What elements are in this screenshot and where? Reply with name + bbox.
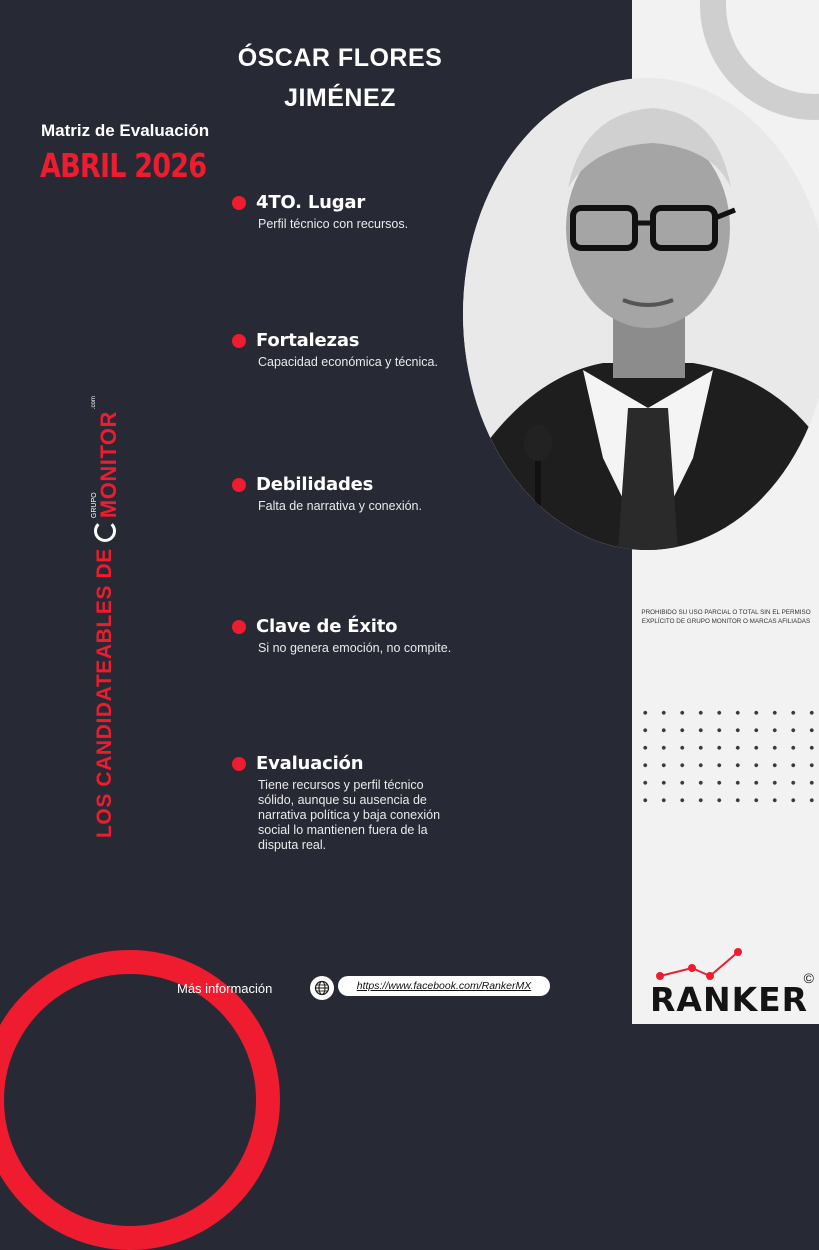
matrix-label: Matriz de Evaluación [41, 121, 210, 140]
red-dot-icon [232, 478, 246, 492]
facebook-link[interactable]: https://www.facebook.com/RankerMX [338, 976, 550, 996]
section-rank [232, 192, 472, 232]
vertical-title [88, 368, 122, 838]
period-label: ABRIL 2026 [40, 146, 207, 185]
copyright-symbol: © [803, 970, 814, 986]
section-strengths [232, 330, 472, 370]
section-body: Tiene recursos y perfil técnico sólido, aunque su ausencia de narrativa política y baja conexión social lo mantienen fuera de la disputa real. [258, 778, 441, 852]
section-heading: 4TO. Lugar [256, 192, 366, 213]
candidate-name [210, 38, 470, 118]
section-heading: Evaluación [256, 753, 364, 774]
red-dot-icon [232, 196, 246, 210]
ranker-wordmark: RANKER [650, 980, 809, 1019]
brand-main: MONITOR [95, 411, 121, 519]
globe-icon [310, 976, 334, 1000]
section-heading: Fortalezas [256, 330, 360, 351]
brand-small: GRUPO [90, 492, 98, 519]
section-body: Capacidad económica y técnica. [258, 355, 438, 369]
red-dot-icon [232, 757, 246, 771]
red-dot-icon [232, 620, 246, 634]
brand-tld: .com [90, 396, 97, 410]
decorative-dots-dark [636, 704, 814, 804]
disclaimer: PROHIBIDO SU USO PARCIAL O TOTAL SIN EL PERMISO EXPLÍCITO DE GRUPO MONITOR O MARCAS AFILIADAS [641, 609, 811, 625]
candidate-photo [463, 78, 819, 550]
section-body: Falta de narrativa y conexión. [258, 499, 422, 513]
section-body: Si no genera emoción, no compite. [258, 641, 452, 655]
grupo-monitor-logo [91, 396, 120, 542]
section-success-key [232, 616, 472, 656]
section-weaknesses [232, 474, 472, 514]
vertical-title-text: LOS CANDIDATEABLES DE [93, 548, 116, 838]
candidate-name-line2: JIMÉNEZ [284, 84, 396, 112]
section-evaluation [232, 753, 472, 853]
candidate-name-line1: ÓSCAR FLORES [237, 44, 443, 72]
more-info-label: Más información [177, 981, 273, 996]
section-body: Perfil técnico con recursos. [258, 217, 409, 231]
ranker-logo [648, 940, 816, 1020]
section-heading: Debilidades [256, 474, 374, 495]
section-heading: Clave de Éxito [256, 616, 398, 637]
red-dot-icon [232, 334, 246, 348]
monitor-g-icon [94, 520, 116, 542]
